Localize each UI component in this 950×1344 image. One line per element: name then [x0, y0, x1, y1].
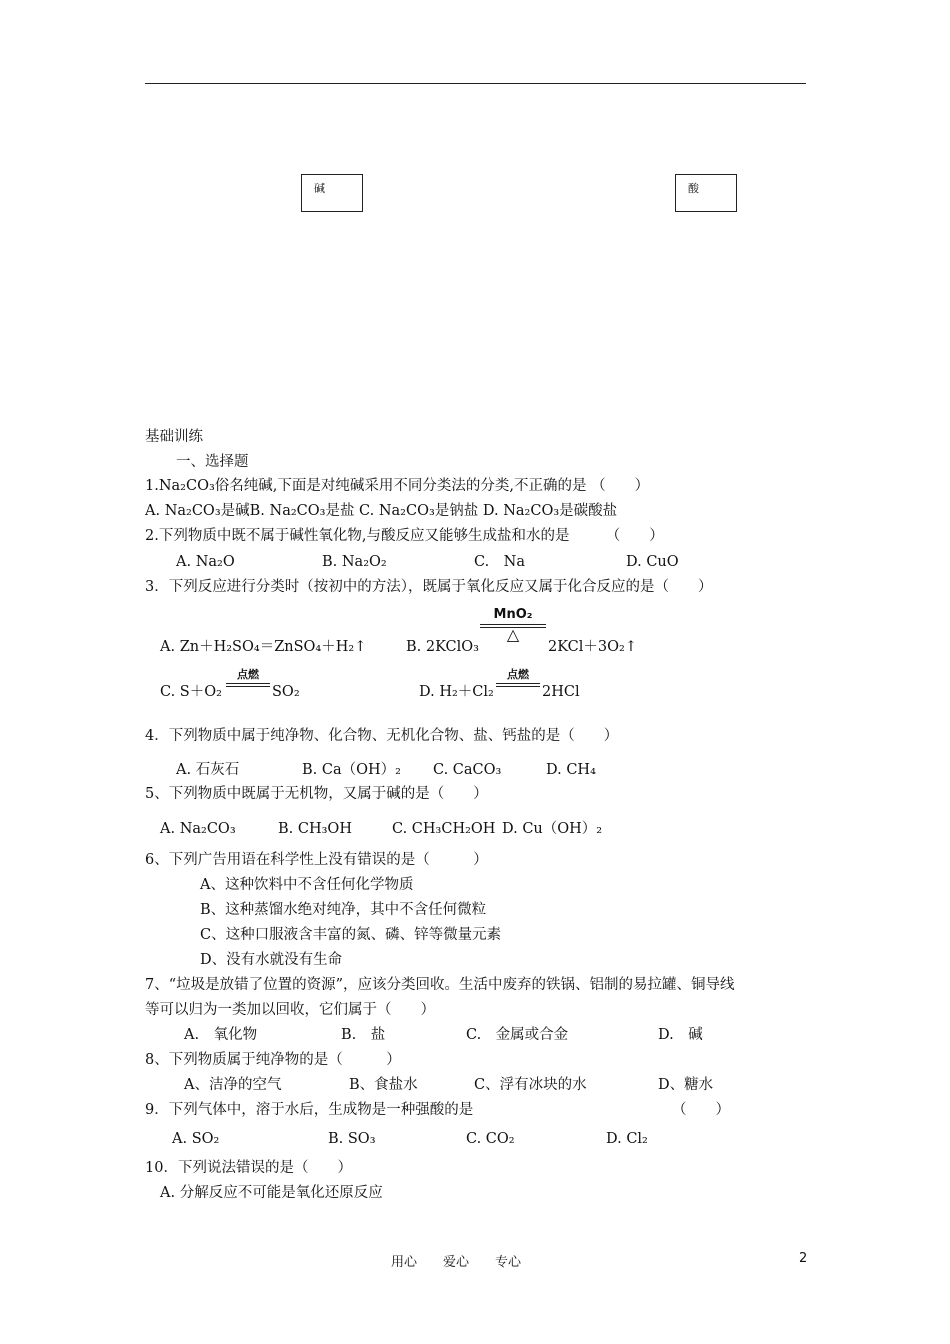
q7-option-c: C. 金属或合金	[466, 1027, 569, 1043]
q3-option-d-left: D. H₂＋Cl₂	[419, 684, 494, 700]
base-box	[301, 174, 363, 212]
q3-option-b-right: 2KCl＋3O₂↑	[548, 639, 637, 655]
q3-option-d-right: 2HCl	[542, 684, 580, 700]
header-rule	[145, 83, 806, 84]
q6-option-b: B、这种蒸馏水绝对纯净，其中不含任何微粒	[200, 902, 487, 918]
q8-option-c: C、浮有冰块的水	[474, 1077, 587, 1093]
q3-c-condition	[226, 669, 270, 687]
q4-stem: 4．下列物质中属于纯净物、化合物、无机化合物、盐、钙盐的是（ ）	[145, 728, 619, 744]
subsection-title: 一、选择题	[176, 454, 249, 470]
ignite-label-d: 点燃	[507, 668, 529, 681]
q5-option-b: B. CH₃OH	[278, 821, 352, 837]
q9-stem: 9．下列气体中，溶于水后，生成物是一种强酸的是	[145, 1102, 474, 1118]
q5-stem: 5、下列物质中既属于无机物，又属于碱的是（ ）	[145, 786, 488, 802]
q5-option-d: D. Cu（OH）₂	[502, 821, 603, 837]
q9-option-b: B. SO₃	[328, 1131, 376, 1147]
q3-option-c-right: SO₂	[272, 684, 300, 700]
q10-stem: 10．下列说法错误的是（ ）	[145, 1160, 352, 1176]
q7-option-a: A. 氧化物	[184, 1027, 258, 1043]
q7-stem-line2: 等可以归为一类加以回收，它们属于（ ）	[145, 1002, 435, 1018]
acid-box	[675, 174, 737, 212]
heat-symbol: △	[506, 625, 520, 644]
q5-option-a: A. Na₂CO₃	[160, 821, 236, 837]
q1-stem: 1.Na₂CO₃俗名纯碱,下面是对纯碱采用不同分类法的分类,不正确的是 （ ）	[145, 478, 650, 494]
q4-option-b: B. Ca（OH）₂	[302, 762, 401, 778]
q2-option-b: B. Na₂O₂	[322, 554, 387, 570]
q1-options: A. Na₂CO₃是碱B. Na₂CO₃是盐 C. Na₂CO₃是钠盐 D. Na₂CO₃是碳酸盐	[145, 503, 618, 519]
q3-d-condition	[496, 669, 540, 687]
q3-stem: 3．下列反应进行分类时（按初中的方法），既属于氧化反应又属于化合反应的是（ ）	[145, 579, 713, 595]
section-title: 基础训练	[145, 429, 203, 445]
q7-stem-line1: 7、“垃圾是放错了位置的资源”，应该分类回收。生活中废弃的铁锅、铝制的易拉罐、铜导线	[145, 977, 735, 993]
q8-option-b: B、食盐水	[349, 1077, 418, 1093]
q4-option-c: C. CaCO₃	[433, 762, 502, 778]
q8-option-d: D、糖水	[658, 1077, 714, 1093]
q10-option-a: A. 分解反应不可能是氧化还原反应	[160, 1185, 383, 1201]
q6-option-a: A、这种饮料中不含任何化学物质	[200, 877, 414, 893]
q2-option-c: C. Na	[474, 554, 526, 570]
q2-stem: 2.下列物质中既不属于碱性氧化物,与酸反应又能够生成盐和水的是 （ ）	[145, 528, 664, 544]
base-box-label: 碱	[314, 182, 325, 195]
q9-option-c: C. CO₂	[466, 1131, 515, 1147]
q3-option-a: A. Zn＋H₂SO₄＝ZnSO₄＋H₂↑	[160, 639, 367, 655]
q3-option-c-left: C. S＋O₂	[160, 684, 222, 700]
q6-option-c: C、这种口服液含丰富的氮、磷、锌等微量元素	[200, 927, 502, 943]
footer-motto: 用心 爱心 专心	[391, 1255, 522, 1270]
q4-option-d: D. CH₄	[546, 762, 596, 778]
q6-option-d: D、没有水就没有生命	[200, 952, 343, 968]
q9-answer-paren: （ ）	[672, 1102, 730, 1118]
q8-option-a: A、洁净的空气	[184, 1077, 282, 1093]
q3-option-b-left: B. 2KClO₃	[406, 639, 479, 655]
q9-option-d: D. Cl₂	[606, 1131, 648, 1147]
ignite-label-c: 点燃	[237, 668, 259, 681]
q7-option-b: B. 盐	[341, 1027, 386, 1043]
q8-stem: 8、下列物质属于纯净物的是（ ）	[145, 1052, 401, 1068]
q7-option-d: D. 碱	[658, 1027, 703, 1043]
double-line-d	[496, 683, 540, 687]
q6-stem: 6、下列广告用语在科学性上没有错误的是（ ）	[145, 852, 488, 868]
q9-option-a: A. SO₂	[172, 1131, 220, 1147]
q5-option-c: C. CH₃CH₂OH	[392, 821, 496, 837]
q4-option-a: A. 石灰石	[176, 762, 240, 778]
acid-box-label: 酸	[688, 182, 699, 195]
double-line-c	[226, 683, 270, 687]
q2-option-a: A. Na₂O	[176, 554, 235, 570]
catalyst-label: MnO₂	[493, 607, 533, 622]
q3-b-condition	[480, 609, 546, 642]
page-number: 2	[799, 1251, 808, 1266]
q2-option-d: D. CuO	[626, 554, 679, 570]
